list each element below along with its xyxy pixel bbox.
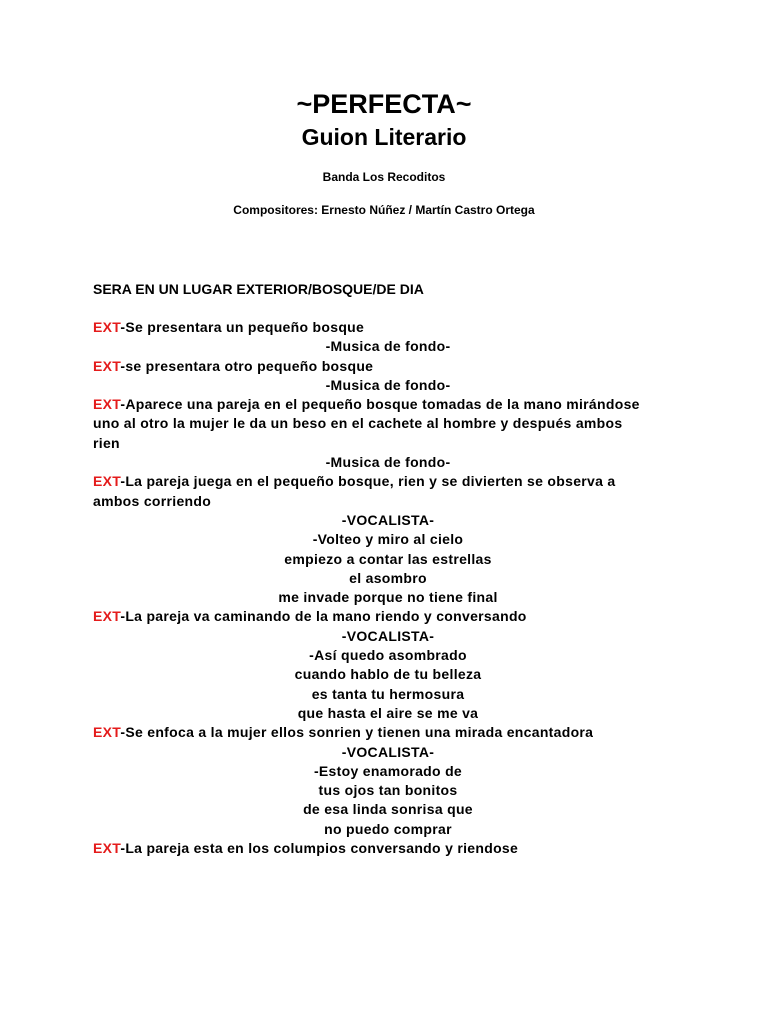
script-line-ext (93, 395, 683, 414)
script-line-ext (93, 839, 683, 858)
script-line-text: -Aparece una pareja en el pequeño bosque tomadas de la mano mirándose (120, 396, 640, 413)
lyric-line: -Volteo y miro al cielo (312, 531, 464, 548)
ext-tag: EXT (93, 396, 121, 413)
script-line-ext (93, 357, 683, 376)
lyric-line: -Estoy enamorado de (313, 762, 463, 779)
document-title: ~PERFECTA~ (296, 89, 472, 119)
script-line-text: -La pareja juega en el pequeño bosque, rien y se divierten se observa a (120, 473, 616, 490)
script-line-continuation: ambos corriendo (93, 492, 212, 509)
lyric-line: de esa linda sonrisa que (303, 801, 473, 818)
script-line-text: -se presentara otro pequeño bosque (120, 357, 374, 374)
script-line-text: -La pareja esta en los columpios conversando y riendose (120, 840, 519, 857)
band-name: Banda Los Recoditos (322, 170, 446, 184)
lyric-line: me invade porque no tiene final (278, 589, 498, 606)
document-subtitle: Guion Literario (301, 124, 467, 150)
ext-tag: EXT (93, 840, 121, 857)
lyric-line: tus ojos tan bonitos (318, 782, 458, 799)
script-body (93, 318, 683, 858)
script-line-text: -La pareja va caminando de la mano riendo y conversando (120, 608, 527, 625)
vocalist-label: -VOCALISTA- (341, 627, 435, 644)
lyric-line: cuando hablo de tu belleza (294, 666, 482, 683)
script-line-ext (93, 607, 683, 626)
lyric-line: -Así quedo asombrado (309, 647, 467, 664)
ext-tag: EXT (93, 473, 121, 490)
lyric-line: que hasta el aire se me va (297, 704, 479, 721)
script-line-continuation: uno al otro la mujer le da un beso en el cachete al hombre y después ambos (93, 415, 623, 432)
script-line-text: -Se enfoca a la mujer ellos sonrien y tienen una mirada encantadora (120, 724, 594, 741)
script-line-continuation: rien (93, 434, 120, 451)
ext-tag: EXT (93, 319, 121, 335)
lyric-line: el asombro (349, 569, 427, 586)
script-line-ext (93, 723, 683, 742)
scene-heading: SERA EN UN LUGAR EXTERIOR/BOSQUE/DE DIA (93, 281, 424, 297)
vocalist-label: -VOCALISTA- (341, 743, 435, 760)
lyric-line: empiezo a contar las estrellas (284, 550, 492, 567)
ext-tag: EXT (93, 724, 121, 741)
ext-tag: EXT (93, 357, 121, 374)
lyric-line: es tanta tu hermosura (311, 685, 465, 702)
ext-tag: EXT (93, 608, 121, 625)
vocalist-label: -VOCALISTA- (341, 511, 435, 528)
script-line-music: -Musica de fondo- (325, 376, 451, 393)
script-line-ext (93, 472, 683, 491)
script-line-music: -Musica de fondo- (325, 454, 451, 471)
script-line-music: -Musica de fondo- (325, 338, 451, 355)
script-line-text: -Se presentara un pequeño bosque (120, 319, 365, 335)
composers-credit: Compositores: Ernesto Núñez / Martín Castro Ortega (233, 203, 535, 217)
script-line-ext (93, 318, 683, 337)
lyric-line: no puedo comprar (324, 820, 452, 837)
